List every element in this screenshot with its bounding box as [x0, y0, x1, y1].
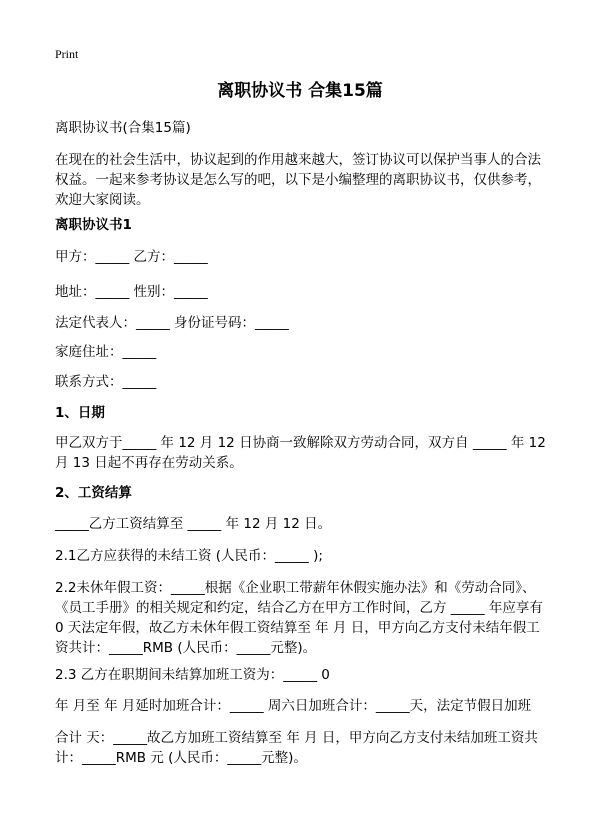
section2-heading: 2、工资结算	[55, 485, 132, 501]
address-gender-line: 地址：_____ 性别：_____	[55, 284, 208, 300]
print-label: Print	[55, 47, 79, 61]
item-2-1: 2.1乙方应获得的未结工资 (人民币：_____ );	[55, 548, 323, 564]
salary-settle-line: _____乙方工资结算至 _____ 年 12 月 12 日。	[55, 516, 332, 532]
legal-rep-id-line: 法定代表人：_____ 身份证号码：_____	[55, 315, 289, 331]
section1-text-line: 月 13 日起不再存在劳动关系。	[55, 455, 243, 471]
subtitle: 离职协议书(合集15篇)	[55, 120, 191, 136]
item-2-2-line: 《员工手册》的相关规定和约定，结合乙方在甲方工作时间，乙方 _____ 年应享有	[55, 600, 543, 616]
section1-heading: 1、日期	[55, 405, 105, 421]
item-2-2-line: 资共计：_____RMB (人民币：_____元整)。	[55, 640, 317, 656]
intro-line: 权益。一起来参考协议是怎么写的吧，以下是小编整理的离职协议书，仅供参考，	[55, 172, 541, 188]
overtime-total-line: 计：_____RMB 元 (人民币：_____元整)。	[55, 750, 307, 766]
document-title: 离职协议书 合集15篇	[217, 81, 383, 101]
party-a-b-line: 甲方：_____ 乙方：_____	[55, 249, 208, 265]
section1-text-line: 甲乙双方于_____ 年 12 月 12 日协商一致解除双方劳动合同，双方自 _____ 年 12	[55, 435, 546, 451]
doc1-heading: 离职协议书1	[55, 217, 132, 233]
contact-line: 联系方式：_____	[55, 374, 157, 390]
intro-line: 在现在的社会生活中，协议起到的作用越来越大，签订协议可以保护当事人的合法	[55, 152, 541, 168]
item-2-2-line: 0 天法定年假，故乙方未休年假工资结算至 年 月 日，甲方向乙方支付未结年假工	[55, 620, 540, 636]
overtime-line: 年 月至 年 月延时加班合计：_____ 周六日加班合计：_____天，法定节假日加班	[55, 698, 532, 714]
item-2-2-line: 2.2未休年假工资：_____根据《企业职工带薪年休假实施办法》和《劳动合同》、	[55, 580, 536, 596]
intro-line: 欢迎大家阅读。	[55, 192, 150, 208]
overtime-total-line: 合计 天：_____故乙方加班工资结算至 年 月 日，甲方向乙方支付未结加班工资共	[55, 730, 538, 746]
home-address-line: 家庭住址：_____	[55, 344, 157, 360]
item-2-3: 2.3 乙方在职期间未结算加班工资为：_____ 0	[55, 667, 330, 683]
